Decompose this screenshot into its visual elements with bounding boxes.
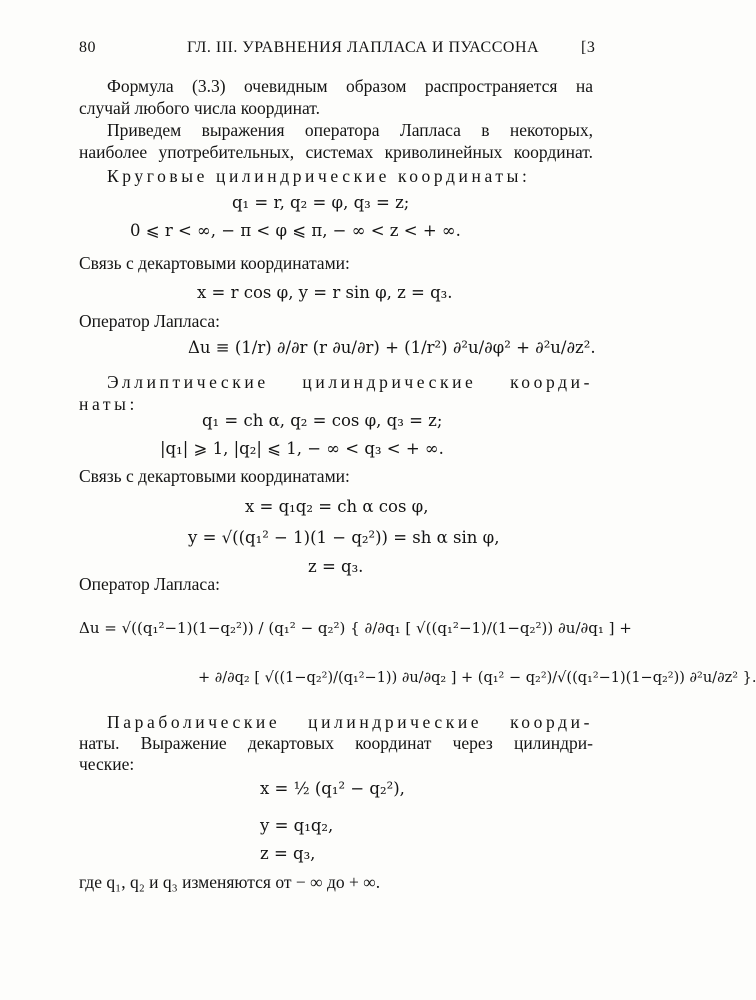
ell-heading-line-2: наты: (79, 394, 138, 414)
ell-relation: Связь с декартовыми координатами: (79, 466, 350, 486)
ell-vars: q₁ = ch α, q₂ = cos φ, q₃ = z; (202, 411, 443, 430)
circ-cart: x = r cos φ, y = r sin φ, z = q₃. (197, 283, 453, 302)
page-number: 80 (79, 39, 96, 56)
intro2-line-2: наиболее употребительных, системах криволинейных координат. (79, 142, 593, 162)
circ-relation: Связь с декартовыми координатами: (79, 253, 350, 273)
par-y: y = q₁q₂, (260, 816, 334, 835)
ell-heading-line-1: Эллиптические цилиндрические коорди- (107, 372, 593, 392)
ell-ranges: |q₁| ⩾ 1, |q₂| ⩽ 1, − ∞ < q₃ < + ∞. (160, 439, 444, 458)
ell-laplace-line-1: Δu = √((q₁²−1)(1−q₂²)) / (q₁² − q₂²) { ∂/∂q₁ [ √((q₁²−1)/(1−q₂²)) ∂u/∂q₁ ] + (79, 619, 632, 637)
ell-laplace-line-2: + ∂/∂q₂ [ √((1−q₂²)/(q₁²−1)) ∂u/∂q₂ ] + (q₁² − q₂²)/√((q₁²−1)(1−q₂²)) ∂²u/∂z² }. (198, 670, 756, 686)
ell-y: y = √((q₁² − 1)(1 − q₂²)) = sh α sin φ, (188, 528, 500, 547)
circ-vars: q₁ = r, q₂ = φ, q₃ = z; (232, 193, 410, 212)
running-title: ГЛ. III. УРАВНЕНИЯ ЛАПЛАСА И ПУАССОНА (187, 39, 540, 56)
par-x: x = ½ (q₁² − q₂²), (260, 779, 405, 798)
circ-heading: Круговые цилиндрические координаты: (107, 166, 531, 186)
section-mark: [3 (581, 39, 596, 56)
circ-laplace: Δu ≡ (1/r) ∂/∂r (r ∂u/∂r) + (1/r²) ∂²u/∂φ² + ∂²u/∂z². (188, 338, 596, 357)
intro-line-2: случай любого числа координат. (79, 98, 320, 118)
par-final: где q₁, q₂ и q₃ изменяются от − ∞ до + ∞. (79, 872, 381, 892)
ell-z: z = q₃. (308, 557, 364, 576)
par-line-2: наты. Выражение декартовых координат через цилиндри- (79, 733, 593, 753)
ell-x: x = q₁q₂ = ch α cos φ, (245, 497, 429, 516)
intro-line-1: Формула (3.3) очевидным образом распространяется на (107, 76, 593, 96)
intro2-line-1: Приведем выражения оператора Лапласа в некоторых, (107, 120, 593, 140)
par-line-3: ческие: (79, 754, 135, 774)
par-z: z = q₃, (260, 844, 316, 863)
par-line-1: Параболические цилиндрические коорди- (107, 712, 593, 732)
ell-operator: Оператор Лапласа: (79, 574, 221, 594)
circ-operator: Оператор Лапласа: (79, 311, 221, 331)
circ-ranges: 0 ⩽ r < ∞, − π < φ ⩽ π, − ∞ < z < + ∞. (130, 221, 461, 240)
